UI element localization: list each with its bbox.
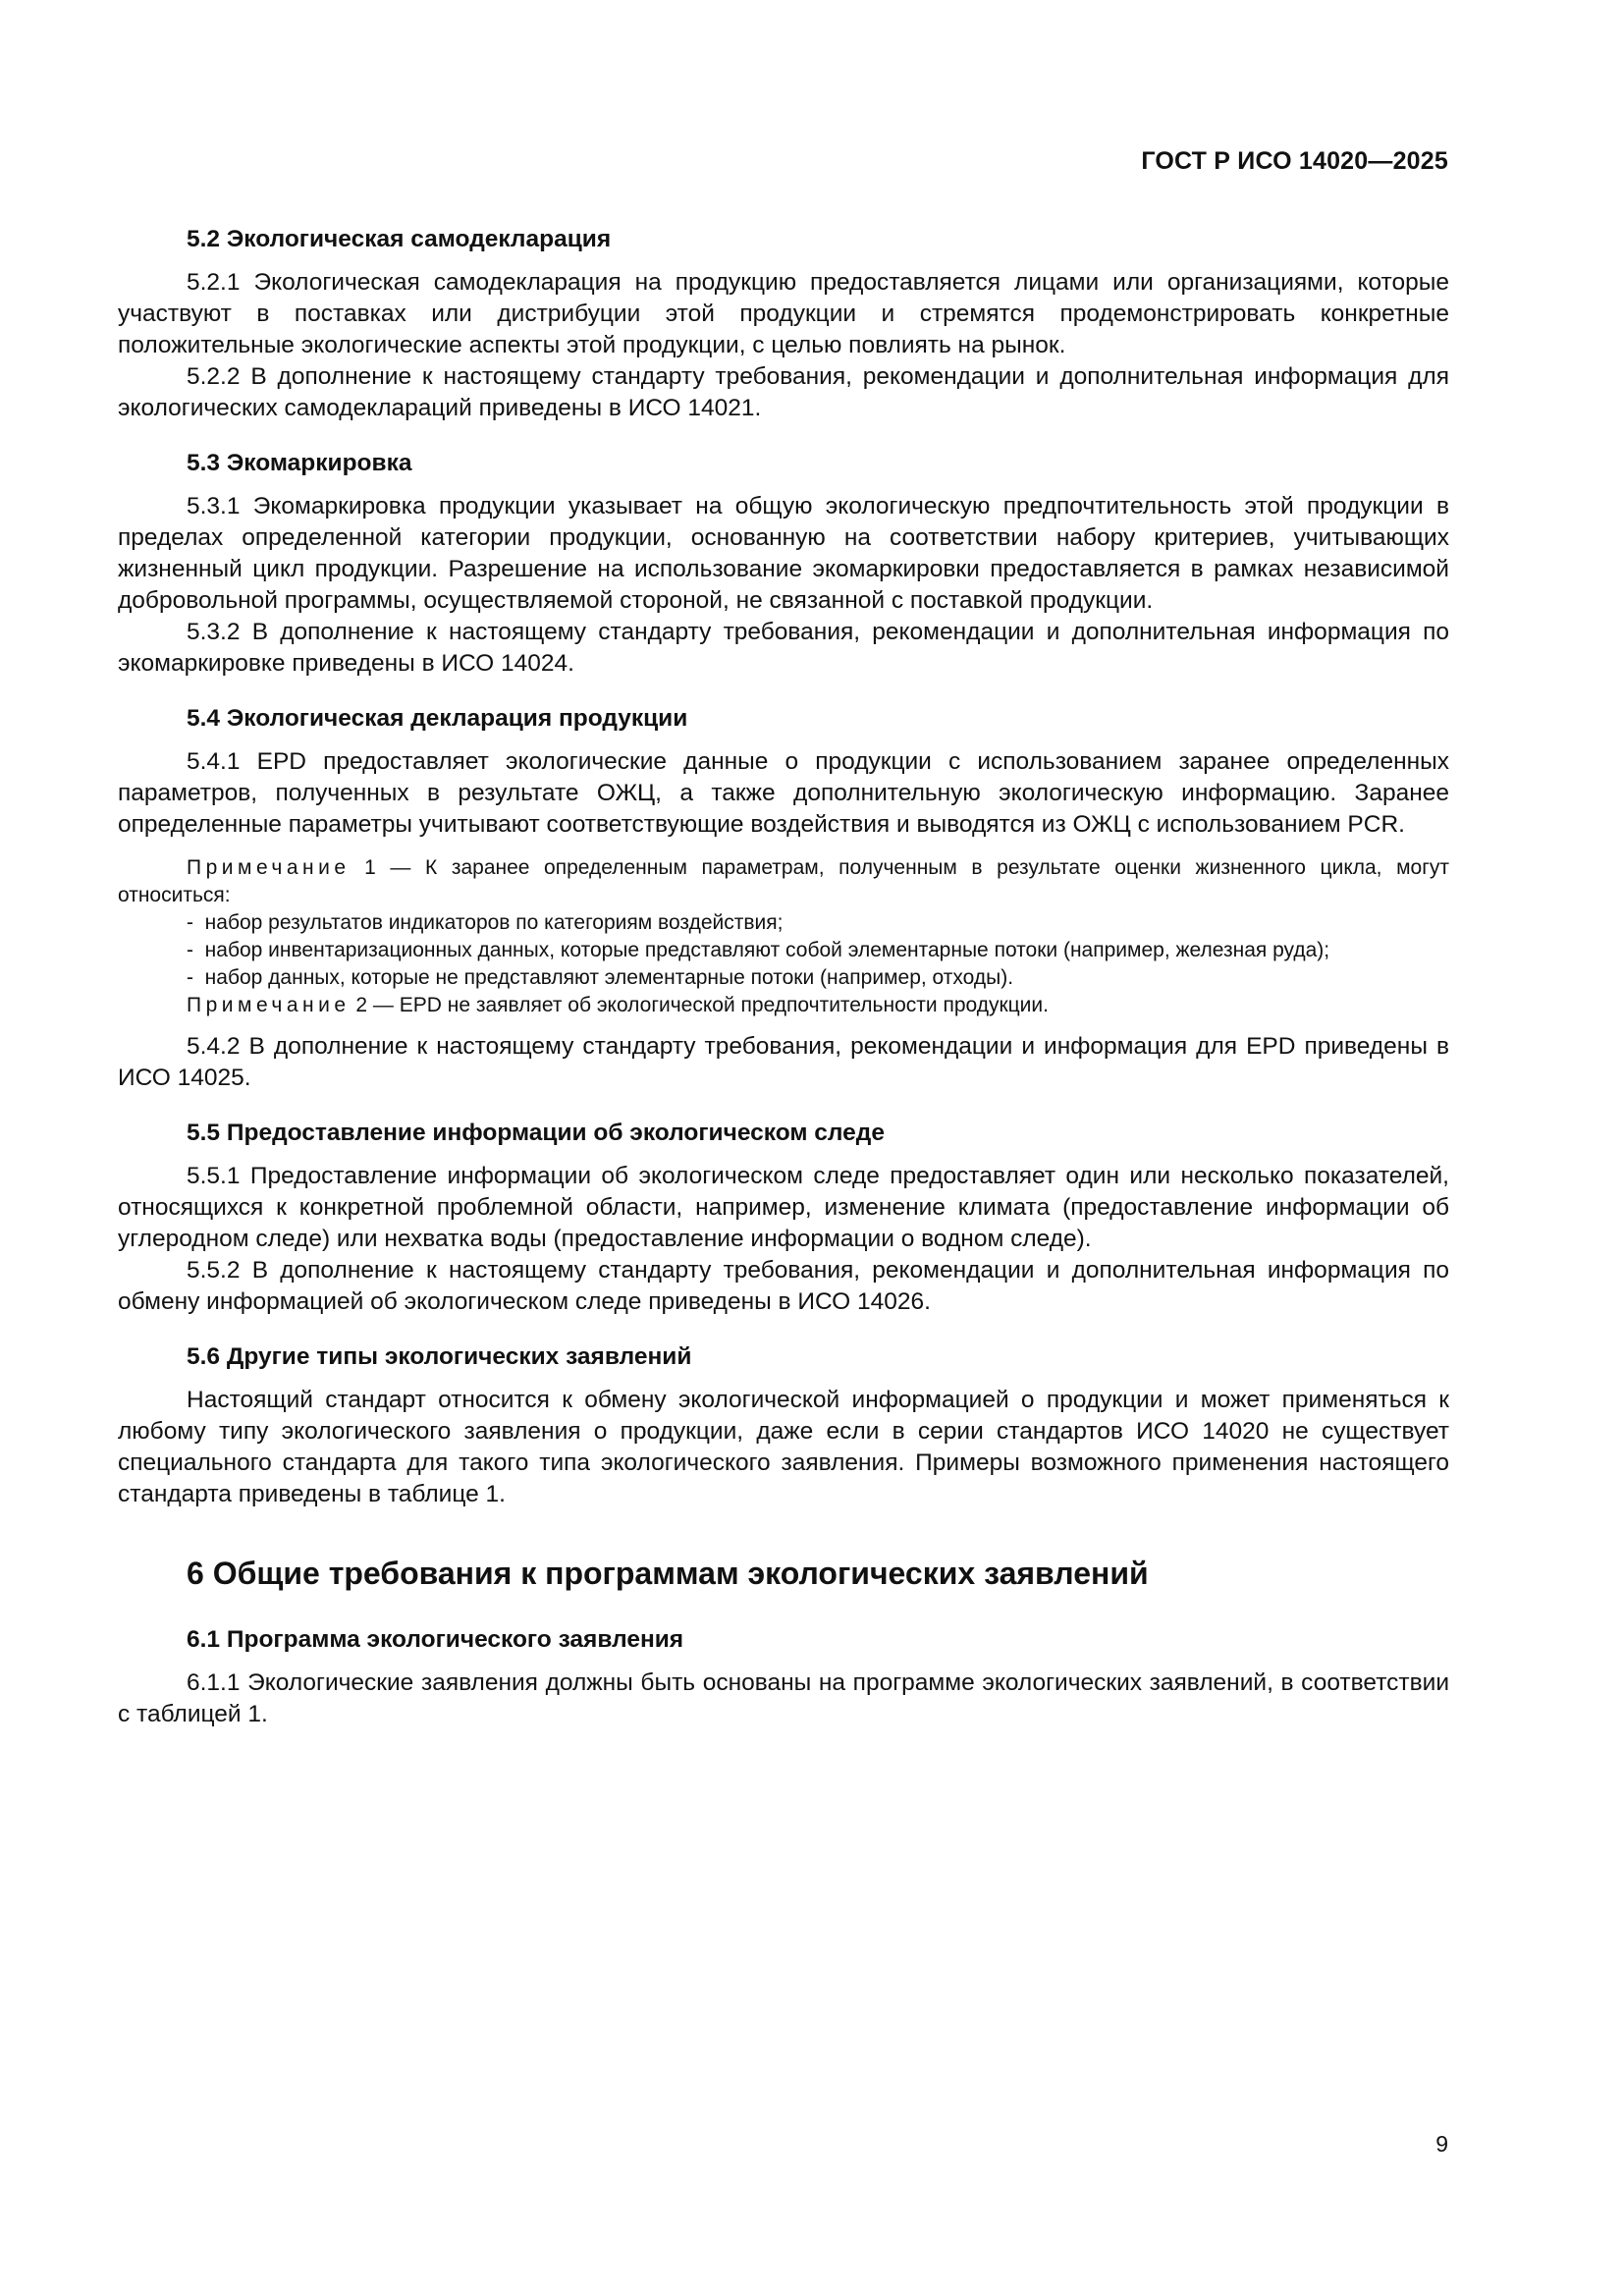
list-item: - набор данных, которые не представляют элементарные потоки (например, отходы). bbox=[118, 964, 1449, 992]
section-5-6-heading: 5.6 Другие типы экологических заявлений bbox=[187, 1343, 692, 1370]
note-2-label: Примечание bbox=[187, 994, 351, 1016]
note-1-text: 1 — К заранее определенным параметрам, полученным в результате оценки жизненного цикла, могут относиться: bbox=[118, 856, 1449, 906]
section-5-2-heading: 5.2 Экологическая самодекларация bbox=[187, 226, 612, 252]
paragraph-5-4-1: 5.4.1 EPD предоставляет экологические данные о продукции с использованием заранее определенных параметров, полученных в результате ОЖЦ, а также дополнительную экологическую информацию. Заранее определенные параметры учитывают соответствующие воздействия и выводятся из ОЖЦ с использованием PCR. bbox=[118, 748, 1449, 838]
paragraph-6-1-1: 6.1.1 Экологические заявления должны быть основаны на программе экологических заявлений, в соответствии с таблицей 1. bbox=[118, 1669, 1449, 1727]
standard-id-header: ГОСТ Р ИСО 14020—2025 bbox=[1141, 147, 1448, 175]
section-6-1-heading: 6.1 Программа экологического заявления bbox=[187, 1626, 684, 1653]
note-1-label: Примечание bbox=[187, 856, 351, 879]
paragraph-5-6: Настоящий стандарт относится к обмену экологической информацией о продукции и может применяться к любому типу экологического заявления о продукции, даже если в серии стандартов ИСО 14020 не существует специального стандарта для такого типа экологического заявления. Примеры возможного применения настоящего стандарта приведены в таблице 1. bbox=[118, 1387, 1449, 1507]
paragraph-5-2-1: 5.2.1 Экологическая самодекларация на продукцию предоставляется лицами или организациями, которые участвуют в поставках или дистрибуции этой продукции и стремятся продемонстрировать конкретные положительные экологические аспекты этой продукции, с целью повлиять на рынок. bbox=[118, 269, 1449, 358]
paragraph-5-5-2: 5.5.2 В дополнение к настоящему стандарту требования, рекомендации и дополнительная информация по обмену информацией об экологическом следе приведены в ИСО 14026. bbox=[118, 1257, 1449, 1315]
note-1 bbox=[118, 854, 1449, 909]
paragraph-5-4-2: 5.4.2 В дополнение к настоящему стандарту требования, рекомендации и информация для EPD приведены в ИСО 14025. bbox=[118, 1033, 1449, 1091]
page-number: 9 bbox=[1435, 2131, 1448, 2157]
paragraph-5-2-2: 5.2.2 В дополнение к настоящему стандарту требования, рекомендации и дополнительная информация для экологических самодеклараций приведены в ИСО 14021. bbox=[118, 363, 1449, 421]
list-item: - набор результатов индикаторов по категориям воздействия; bbox=[118, 909, 1449, 937]
section-5-4-heading: 5.4 Экологическая декларация продукции bbox=[187, 705, 688, 732]
section-6-heading: 6 Общие требования к программам экологических заявлений bbox=[187, 1556, 1149, 1591]
page-body bbox=[118, 224, 1449, 1730]
paragraph-5-3-2: 5.3.2 В дополнение к настоящему стандарту требования, рекомендации и дополнительная информация по экомаркировке приведены в ИСО 14024. bbox=[118, 619, 1449, 677]
note-2-text: 2 — EPD не заявляет об экологической предпочтительности продукции. bbox=[350, 994, 1049, 1016]
notes-block bbox=[118, 854, 1449, 1019]
note-2 bbox=[118, 992, 1449, 1019]
paragraph-5-5-1: 5.5.1 Предоставление информации об экологическом следе предоставляет один или несколько показателей, относящихся к конкретной проблемной области, например, изменение климата (предоставление информации об углеродном следе) или нехватка воды (предоставление информации о водном следе). bbox=[118, 1163, 1449, 1252]
list-item: - набор инвентаризационных данных, которые представляют собой элементарные потоки (например, железная руда); bbox=[118, 937, 1449, 964]
section-5-3-heading: 5.3 Экомаркировка bbox=[187, 450, 412, 476]
note-1-list bbox=[118, 909, 1449, 992]
paragraph-5-3-1: 5.3.1 Экомаркировка продукции указывает на общую экологическую предпочтительность этой продукции в пределах определенной категории продукции, основанную на соответствии набору критериев, учитывающих жизненный цикл продукции. Разрешение на использование экомаркировки предоставляется в рамках независимой добровольной программы, осуществляемой стороной, не связанной с поставкой продукции. bbox=[118, 493, 1449, 614]
section-5-5-heading: 5.5 Предоставление информации об экологическом следе bbox=[187, 1120, 885, 1146]
